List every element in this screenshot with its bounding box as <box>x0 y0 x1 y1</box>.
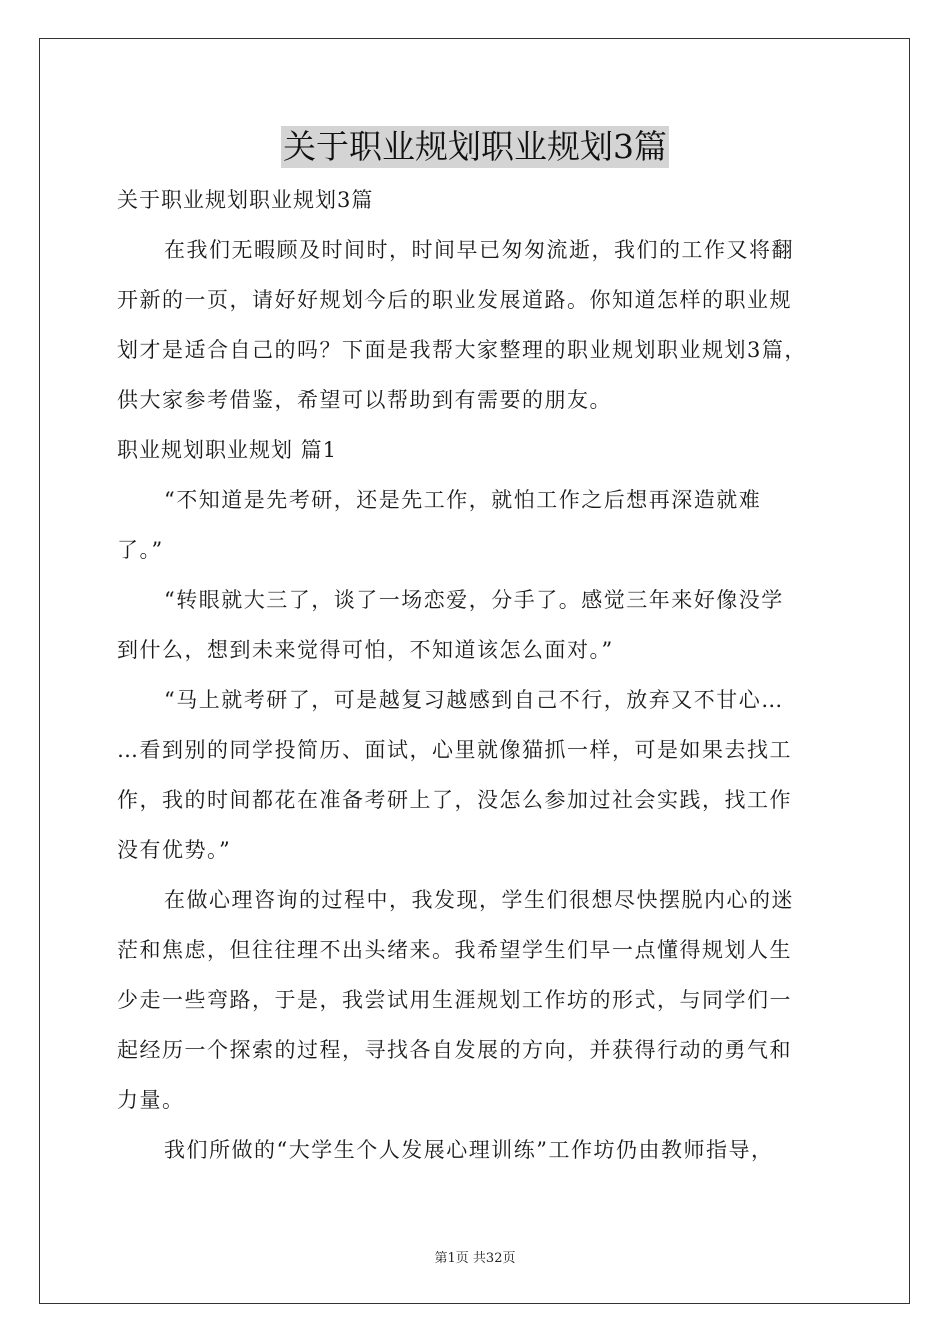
paragraph-line: 开新的一页，请好好规划今后的职业发展道路。你知道怎样的职业规 <box>117 288 792 312</box>
paragraph-line: 没有优势。” <box>117 838 232 862</box>
paragraph-line: 少走一些弯路，于是，我尝试用生涯规划工作坊的形式，与同学们一 <box>117 988 792 1012</box>
paragraph-line: “转眼就大三了，谈了一场恋爱，分手了。感觉三年来好像没学 <box>164 588 784 612</box>
section-heading: 职业规划职业规划 篇1 <box>117 438 338 462</box>
paragraph-line: “马上就考研了，可是越复习越感到自己不行，放弃又不甘心… <box>164 688 784 712</box>
paragraph-line: 划才是适合自己的吗？下面是我帮大家整理的职业规划职业规划3篇， <box>117 338 807 362</box>
paragraph-line: “不知道是先考研，还是先工作，就怕工作之后想再深造就难 <box>164 488 762 512</box>
paragraph-line: 茫和焦虑，但往往理不出头绪来。我希望学生们早一点懂得规划人生 <box>117 938 792 962</box>
paragraph-line: 到什么，想到未来觉得可怕，不知道该怎么面对。” <box>117 638 614 662</box>
paragraph-line: 我们所做的“大学生个人发展心理训练”工作坊仍由教师指导， <box>164 1138 774 1162</box>
paragraph-line: 在我们无暇顾及时间时，时间早已匆匆流逝，我们的工作又将翻 <box>164 238 794 262</box>
paragraph-line: 作，我的时间都花在准备考研上了，没怎么参加过社会实践，找工作 <box>117 788 792 812</box>
document-title: 关于职业规划职业规划3篇 <box>283 127 667 166</box>
paragraph-line: 供大家参考借鉴，希望可以帮助到有需要的朋友。 <box>117 388 612 412</box>
paragraph-line: 了。” <box>117 538 164 562</box>
page-footer: 第1页 共32页 <box>434 1251 516 1266</box>
document-body <box>117 180 837 1180</box>
paragraph-line: 起经历一个探索的过程，寻找各自发展的方向，并获得行动的勇气和 <box>117 1038 792 1062</box>
title-container <box>0 126 950 168</box>
paragraph-line: …看到别的同学投简历、面试，心里就像猫抓一样，可是如果去找工 <box>117 738 792 762</box>
paragraph-line: 力量。 <box>117 1088 185 1112</box>
section-heading: 关于职业规划职业规划3篇 <box>117 188 374 212</box>
paragraph-line: 在做心理咨询的过程中，我发现，学生们很想尽快摆脱内心的迷 <box>164 888 794 912</box>
